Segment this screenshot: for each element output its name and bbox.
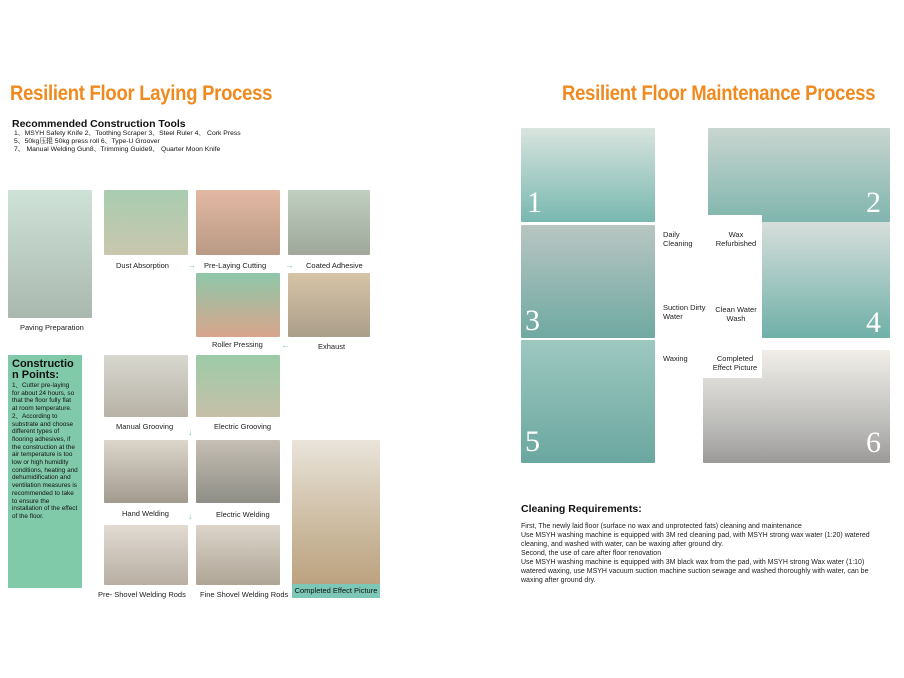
photo-2 [708, 128, 890, 222]
number-2: 2 [866, 186, 881, 219]
step-label: Suction Dirty Water [663, 303, 706, 321]
number-4: 4 [866, 306, 881, 339]
hand-weld-label: Hand Welding [122, 509, 169, 518]
photo-5 [521, 340, 655, 463]
step-label: Waxing [663, 354, 688, 363]
pre-shovel-photo [104, 525, 188, 585]
exhaust-label: Exhaust [318, 342, 346, 351]
maintenance-title: Resilient Floor Maintenance Process [562, 82, 876, 105]
step-label: Wax Refurbished [715, 230, 757, 248]
number-1: 1 [527, 186, 542, 219]
cleaning-text [521, 522, 886, 585]
roller-label: Roller Pressing [212, 340, 263, 349]
electric-groove-photo [196, 355, 280, 417]
exhaust-photo [288, 273, 370, 337]
steps-panel [655, 215, 762, 378]
cleaning-line: Use MSYH washing machine is equipped with 3M red cleaning pad, with MSYH strong wax water (1:20) watered cleaning, and washed with water, can be waxing after ground dry. [521, 532, 870, 548]
electric-groove-label: Electric Grooving [214, 422, 272, 431]
construction-points-text: 1、Cutter pre-laying for about 24 hours, so that the floor fully flat at room temperature. 2、According to substrate and choose different types of flooring adhesives, if the construction at the air temperature is too low or high humidity conditions, heating and dehumidification and ventilation measures is recommended to take to ensure the installation of the effect of the floor. [12, 382, 78, 520]
hand-weld-photo [104, 440, 188, 503]
completed-label: Completed Effect Picture [292, 584, 380, 598]
photo-3 [521, 225, 655, 338]
fine-shovel-photo [196, 525, 280, 585]
cleaning-line: First, The newly laid floor (surface no wax and unprotected fats) cleaning and maintenance [521, 523, 802, 530]
arrow-down-icon: ↓ [188, 511, 193, 521]
cleaning-line: Second, the use of care after floor renovation [521, 550, 662, 557]
tools-heading: Recommended Construction Tools [12, 118, 186, 130]
number-5: 5 [525, 425, 540, 458]
cleaning-heading: Cleaning Requirements: [521, 503, 642, 515]
step-label: Daily Cleaning [663, 230, 693, 248]
number-3: 3 [525, 304, 540, 337]
dust-photo [104, 190, 188, 255]
arrow-down-icon: ↓ [188, 427, 193, 437]
adhesive-label: Coated Adhesive [306, 261, 363, 270]
electric-weld-label: Electric Welding [216, 510, 270, 519]
paving-photo [8, 190, 92, 318]
arrow-right-icon: → [285, 260, 294, 270]
laying-title: Resilient Floor Laying Process [10, 82, 273, 105]
tools-line: 5、50kg压辊 50kg press roll 6、Type-U Groover [14, 138, 160, 145]
manual-groove-photo [104, 355, 188, 417]
manual-groove-label: Manual Grooving [116, 422, 174, 431]
tools-line: 1、MSYH Safety Knife 2、Toothing Scraper 3、Steel Ruler 4、 Cork Press [14, 130, 241, 137]
construction-points-box [8, 355, 82, 588]
fine-shovel-label: Fine Shovel Welding Rods [200, 590, 289, 599]
step-label: Completed Effect Picture [712, 354, 758, 372]
construction-points-heading: Construction Points: [12, 358, 74, 381]
prelay-label: Pre-Laying Cutting [204, 261, 267, 270]
number-6: 6 [866, 426, 881, 459]
paving-label: Paving Preparation [20, 323, 84, 332]
dust-label: Dust Absorption [116, 261, 169, 270]
pre-shovel-label: Pre- Shovel Welding Rods [98, 590, 186, 599]
arrow-left-icon: ← [281, 340, 290, 350]
tools-line: 7、 Manual Welding Gun8、Trimming Guide9、 Quarter Moon Knife [14, 146, 221, 153]
electric-weld-photo [196, 440, 280, 503]
roller-photo [196, 273, 280, 337]
completed-photo [292, 440, 380, 598]
arrow-right-icon: → [187, 260, 196, 270]
cleaning-line: Use MSYH washing machine is equipped with 3M black wax from the pad, with MSYH strong Wax water (1:10) watered waxing, use MSYH vacuum suction machine suction sewage and washed thoroughly with water, can be waxing after ground dry. [521, 559, 869, 584]
adhesive-photo [288, 190, 370, 255]
step-label: Clean Water Wash [715, 305, 757, 323]
tools-list [14, 130, 241, 154]
prelay-photo [196, 190, 280, 255]
